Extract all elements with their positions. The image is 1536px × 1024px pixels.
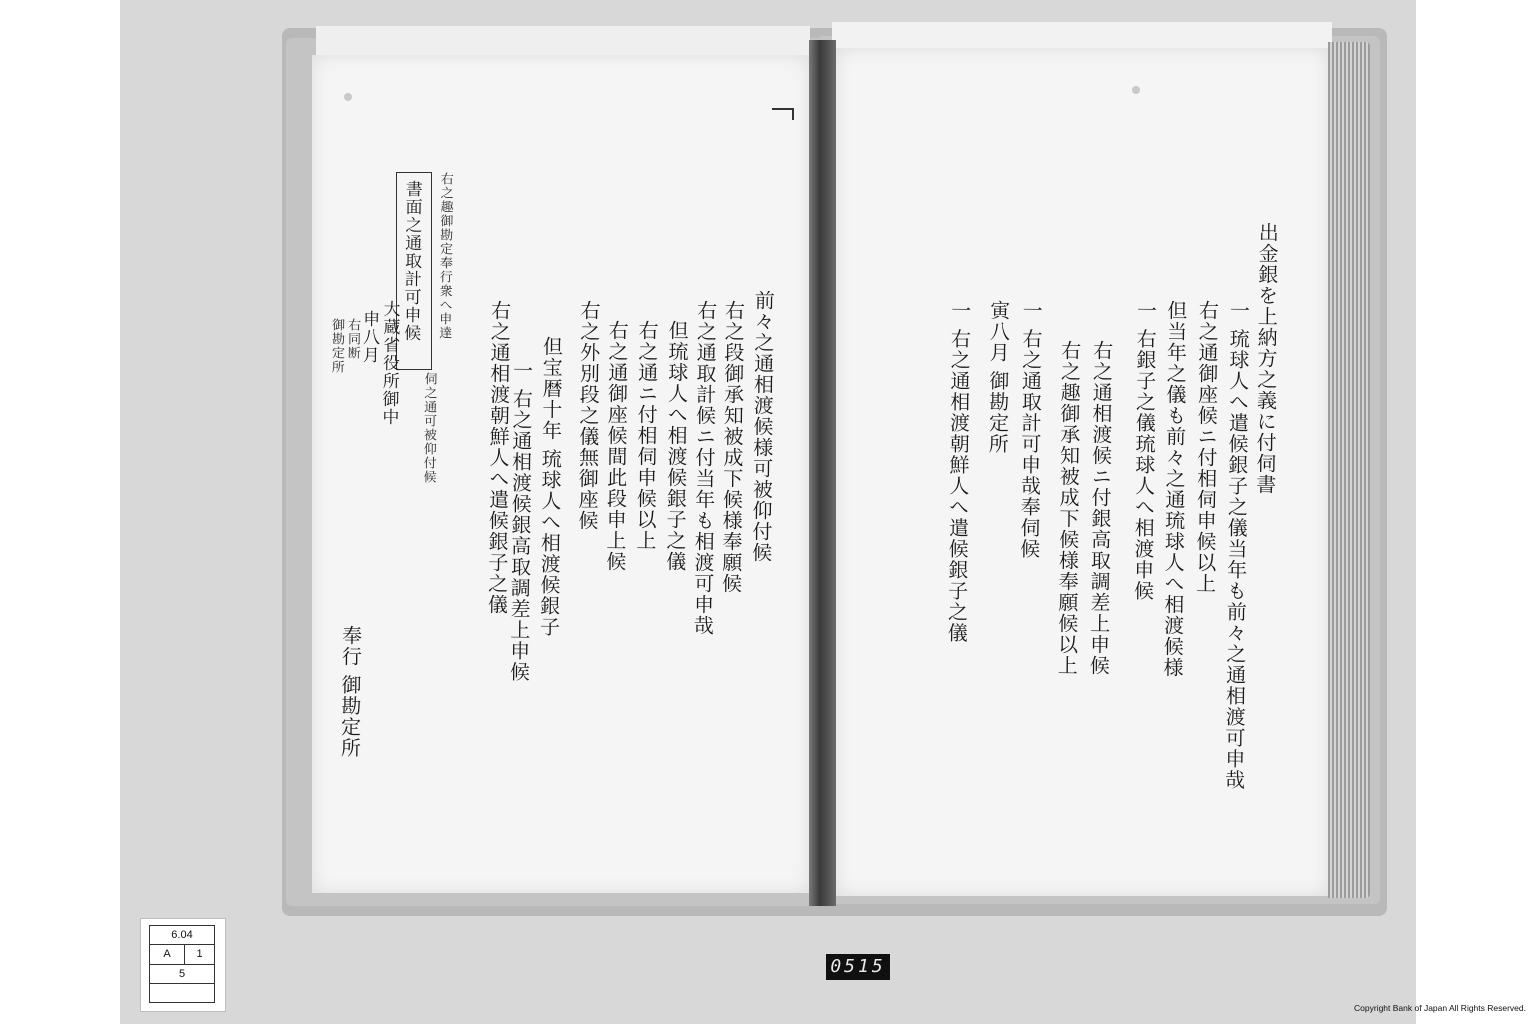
paper-spot [1132,86,1140,94]
page-heading: 出金銀を上納方之義に付伺書 [1252,221,1280,496]
text-column: 寅八月 御勘定所 [985,299,1011,455]
frame-number: 0515 [826,954,890,980]
text-column: 右之通相渡候ニ付銀高取調差上申候 [1086,339,1114,677]
text-column: 一 琉球人へ遣候銀子之儀当年も前々之通相渡可申哉 [1221,299,1251,791]
text-column: 但宝暦十年 琉球人へ相渡候銀子 [536,335,564,638]
text-column: 右之通取計候ニ付当年も相渡可申哉 [690,299,718,637]
text-column: 一 右之通相渡朝鮮人へ遣候銀子之儀 [944,299,972,644]
side-note: 右之趣御勘定奉行衆へ申達 [436,171,453,341]
signature: 奉行 御勘定所 [337,624,363,759]
text-column: 右之通ニ付相伺申候以上 [632,319,660,552]
text-column: 但琉球人へ相渡候銀子之儀 [662,319,690,573]
archive-card-blank [150,983,215,1002]
date-line: 申八月 [358,309,380,365]
archive-card-code: 6.04 [150,926,215,945]
boxed-note: 書面之通取計可申候 [400,179,422,343]
text-column: 但当年之儀も前々之通琉球人へ相渡候様 [1160,299,1188,679]
text-column: 一 右銀子之儀琉球人へ相渡申候 [1130,299,1158,602]
text-column: 右之段御承知被成下候様奉願候 [718,299,746,595]
text-column: 前々之通相渡候様可被仰付候 [748,289,776,564]
text-column: 一 右之通取計可申哉奉伺候 [1016,299,1044,560]
archive-card-series: A [150,945,185,964]
text-column: 右之外別段之儀無御座候 [574,299,602,532]
text-column: 右之趣御承知被成下候様奉願候以上 [1054,339,1082,677]
side-note: 伺之通可被仰付候 [420,371,437,485]
text-column: 一 右之通相渡候銀高取調差上申候 [506,359,534,683]
archive-card-item: 5 [150,964,215,983]
small-note: 右同断 [344,317,361,361]
sender-line: 大蔵省役所御中 [378,299,400,427]
small-note: 御勘定所 [328,317,345,375]
copyright-notice: Copyright Bank of Japan All Rights Reserved. [1354,1003,1526,1013]
paper-spot [344,93,352,101]
text-column: 右之通相渡朝鮮人へ遣候銀子之儀 [484,299,512,616]
archive-card [140,918,226,1012]
archive-card-volume: 1 [185,945,215,964]
text-column: 右之通御座候間此段申上候 [602,319,630,573]
page-stack-edge [1328,42,1370,898]
book-gutter [809,40,836,906]
page-corner-mark [772,108,794,120]
text-column: 右之通御座候ニ付相伺申候以上 [1192,299,1220,595]
archive-card-table [149,925,215,1003]
